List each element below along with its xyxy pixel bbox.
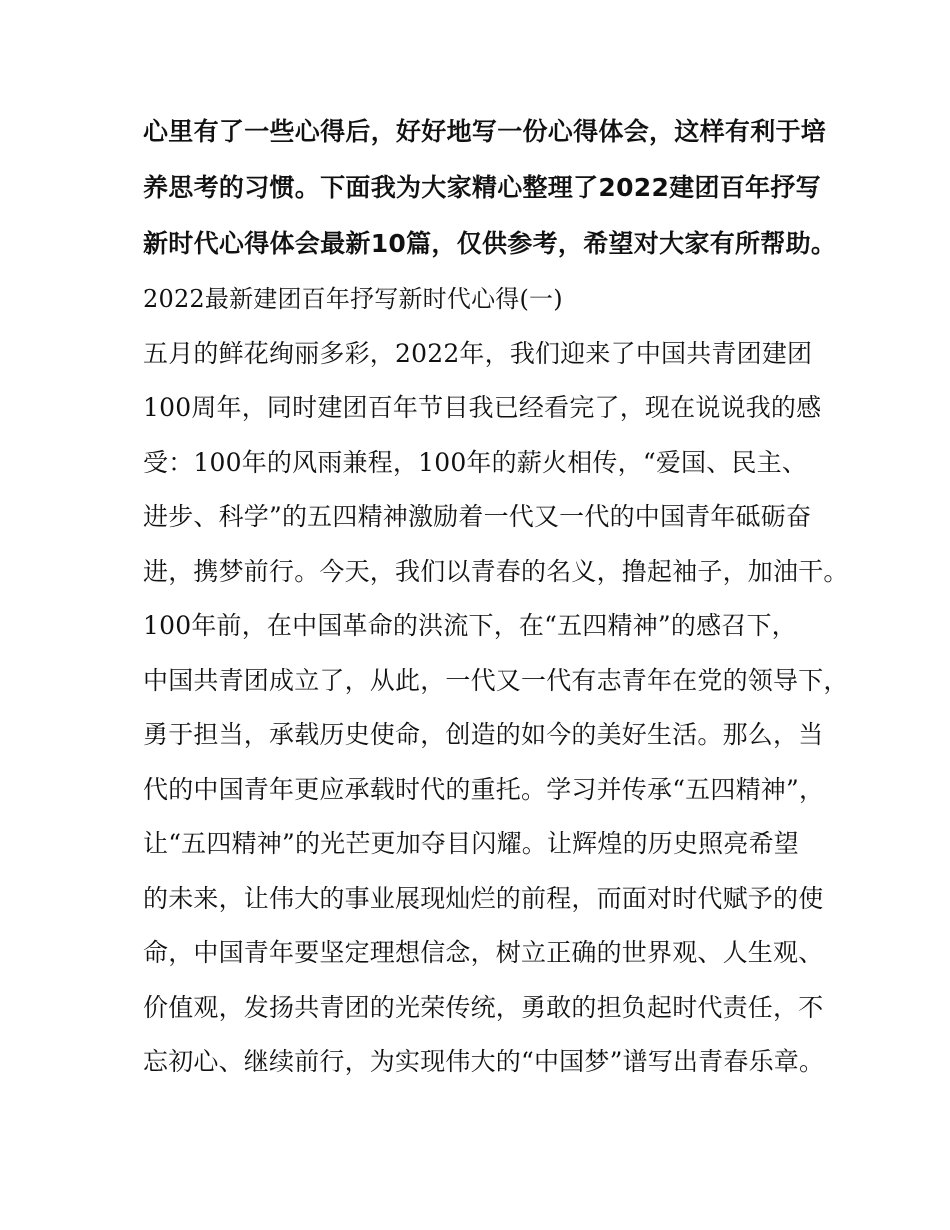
document-content xyxy=(143,104,849,1090)
body-line: 100周年，同时建团百年节目我已经看完了，现在说说我的感 xyxy=(143,393,822,422)
body-line: 受：100年的风雨兼程，100年的薪火相传，“爱国、民主、 xyxy=(143,447,808,477)
body-line: 命，中国青年要坚定理想信念，树立正确的世界观、人生观、 xyxy=(143,938,824,967)
body-line: 进，携梦前行。今天，我们以青春的名义，撸起袖子，加油干。 xyxy=(143,556,849,586)
intro-line: 心里有了一些心得后，好好地写一份心得体会，这样有利于培 xyxy=(143,117,827,146)
body-paragraph xyxy=(143,327,849,1090)
intro-line: 新时代心得体会最新10篇，仅供参考，希望对大家有所帮助。 xyxy=(143,229,837,258)
body-line: 100年前，在中国革命的洪流下，在“五四精神”的感召下， xyxy=(143,611,797,640)
body-line: 中国共青团成立了，从此，一代又一代有志青年在党的领导下， xyxy=(143,665,849,695)
body-line: 代的中国青年更应承载时代的重托。学习并传承“五四精神”， xyxy=(143,774,825,804)
body-line: 勇于担当，承载历史使命，创造的如今的美好生活。那么，当 xyxy=(143,720,824,749)
intro-paragraph xyxy=(143,104,843,272)
body-line: 让“五四精神”的光芒更加夺目闪耀。让辉煌的历史照亮希望 xyxy=(143,829,799,858)
section-heading: 2022最新建团百年抒写新时代心得(一) xyxy=(143,285,563,313)
body-line: 的未来，让伟大的事业展现灿烂的前程，而面对时代赋予的使 xyxy=(143,883,824,913)
body-line: 进步、科学”的五四精神激励着一代又一代的中国青年砥砺奋 xyxy=(143,502,812,531)
body-line: 五月的鲜花绚丽多彩，2022年，我们迎来了中国共青团建团 xyxy=(143,338,813,368)
body-line: 价值观，发扬共青团的光荣传统，勇敢的担负起时代责任，不 xyxy=(143,992,824,1022)
body-line: 忘初心、继续前行，为实现伟大的“中国梦”谱写出青春乐章。 xyxy=(143,1047,825,1076)
intro-line: 养思考的习惯。下面我为大家精心整理了2022建团百年抒写 xyxy=(143,173,821,202)
